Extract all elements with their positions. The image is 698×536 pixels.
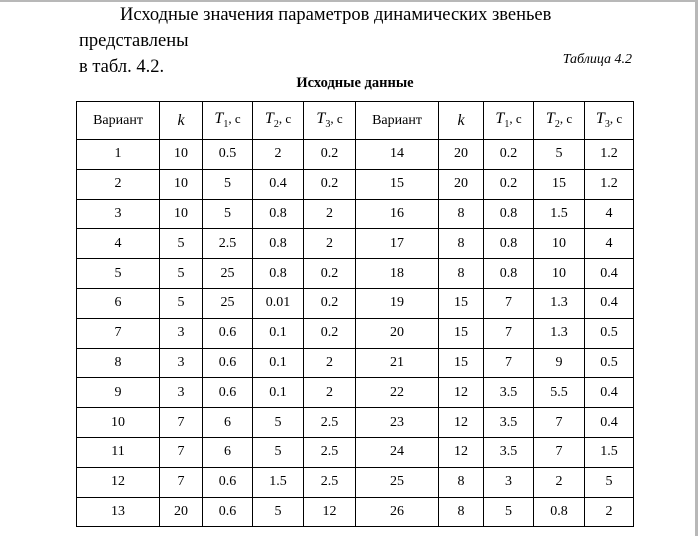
table-cell: 15 [439, 288, 484, 318]
table-cell: 0.2 [304, 288, 356, 318]
table-cell: 3 [160, 378, 203, 408]
table-cell: 2.5 [304, 467, 356, 497]
table-cell: 2.5 [304, 408, 356, 438]
header-symbol: k [457, 111, 465, 129]
header-cell [484, 102, 534, 140]
header-subscript: 2 [554, 119, 560, 131]
table-cell: 0.8 [253, 259, 304, 289]
table-cell: 0.6 [203, 348, 253, 378]
table-cell: 8 [439, 229, 484, 259]
table-cell: 6 [77, 288, 160, 318]
header-label: Вариант [372, 112, 422, 128]
table-cell: 12 [304, 497, 356, 527]
table-cell: 5 [253, 437, 304, 467]
header-symbol: $T_2$ [545, 110, 560, 131]
table-cell: 5 [203, 199, 253, 229]
header-cell [253, 102, 304, 140]
table-cell: 12 [439, 437, 484, 467]
header-unit: , с [278, 111, 292, 127]
table-cell: 0.8 [484, 229, 534, 259]
table-cell: 7 [160, 408, 203, 438]
header-unit: , с [609, 111, 623, 127]
table-row [77, 467, 634, 497]
table-cell: 2 [304, 199, 356, 229]
table-cell: 0.2 [484, 169, 534, 199]
table-cell: 0.5 [585, 318, 634, 348]
header-symbol: k [177, 111, 185, 129]
header-cell [77, 102, 160, 140]
table-body [77, 140, 634, 527]
table-cell: 7 [160, 437, 203, 467]
table-cell: 0.5 [585, 348, 634, 378]
header-cell [356, 102, 439, 140]
table-cell: 16 [356, 199, 439, 229]
table-cell: 0.4 [585, 259, 634, 289]
table-cell: 0.1 [253, 318, 304, 348]
table-cell: 25 [203, 259, 253, 289]
table-cell: 5 [585, 467, 634, 497]
table-cell: 4 [585, 199, 634, 229]
table-cell: 5 [484, 497, 534, 527]
table-cell: 8 [439, 467, 484, 497]
table-cell: 12 [439, 408, 484, 438]
header-cell [534, 102, 585, 140]
table-cell: 1.5 [534, 199, 585, 229]
intro-line-2: в табл. 4.2. [79, 57, 165, 77]
table-row [77, 318, 634, 348]
table-cell: 5 [160, 229, 203, 259]
table-cell: 24 [356, 437, 439, 467]
table-cell: 6 [203, 437, 253, 467]
header-label: Вариант [93, 112, 143, 128]
intro-paragraph [79, 2, 639, 80]
table-title: Исходные данные [296, 75, 414, 91]
table-cell: 5 [160, 288, 203, 318]
header-unit: , с [330, 111, 343, 127]
table-cell: 8 [439, 497, 484, 527]
header-cell [585, 102, 634, 140]
table-cell: 1.3 [534, 318, 585, 348]
header-cell [439, 102, 484, 140]
table-cell: 2 [77, 169, 160, 199]
table-cell: 0.8 [253, 199, 304, 229]
table-cell: 12 [77, 467, 160, 497]
header-cell [304, 102, 356, 140]
table-cell: 22 [356, 378, 439, 408]
table-cell: 15 [534, 169, 585, 199]
table-cell: 3 [77, 199, 160, 229]
table-cell: 2 [304, 229, 356, 259]
table-cell: 7 [484, 318, 534, 348]
table-cell: 3 [160, 318, 203, 348]
table-cell: 0.6 [203, 318, 253, 348]
table-cell: 23 [356, 408, 439, 438]
header-symbol: $T_3$ [595, 110, 610, 131]
header-unit: , с [228, 111, 241, 127]
table-cell: 5 [253, 408, 304, 438]
header-unit: , с [559, 111, 573, 127]
table-cell: 0.4 [585, 408, 634, 438]
table-cell: 14 [356, 140, 439, 170]
table-cell: 0.2 [304, 259, 356, 289]
table-cell: 0.4 [585, 378, 634, 408]
table-cell: 5.5 [534, 378, 585, 408]
header-symbol: $T_3$ [316, 110, 331, 131]
table-cell: 0.8 [484, 199, 534, 229]
table-cell: 8 [439, 199, 484, 229]
table-cell: 9 [77, 378, 160, 408]
table-cell: 2 [304, 348, 356, 378]
table-cell: 0.1 [253, 378, 304, 408]
table-cell: 0.01 [253, 288, 304, 318]
header-cell [160, 102, 203, 140]
table-cell: 1.5 [253, 467, 304, 497]
intro-line-1: Исходные значения параметров динамических звеньев представлены [79, 5, 552, 51]
table-cell: 20 [439, 169, 484, 199]
table-cell: 0.5 [203, 140, 253, 170]
table-cell: 7 [160, 467, 203, 497]
table-cell: 0.6 [203, 467, 253, 497]
table-cell: 5 [77, 259, 160, 289]
header-subscript: 3 [604, 119, 610, 131]
table-cell: 21 [356, 348, 439, 378]
header-symbol: $T_1$ [214, 110, 229, 131]
table-cell: 2 [585, 497, 634, 527]
table-cell: 2.5 [203, 229, 253, 259]
table-cell: 25 [356, 467, 439, 497]
table-cell: 0.4 [585, 288, 634, 318]
table-cell: 15 [356, 169, 439, 199]
table-cell: 0.2 [304, 318, 356, 348]
table-row [77, 437, 634, 467]
table-header-row [77, 102, 634, 140]
header-subscript: 2 [273, 119, 279, 131]
table-cell: 2 [304, 378, 356, 408]
table-cell: 1.5 [585, 437, 634, 467]
table-cell: 3 [484, 467, 534, 497]
table-cell: 10 [160, 140, 203, 170]
table-cell: 3.5 [484, 378, 534, 408]
table-cell: 25 [203, 288, 253, 318]
table-cell: 13 [77, 497, 160, 527]
table-cell: 6 [203, 408, 253, 438]
table-cell: 12 [439, 378, 484, 408]
table-cell: 7 [534, 408, 585, 438]
table-cell: 11 [77, 437, 160, 467]
table-cell: 8 [439, 259, 484, 289]
table-cell: 7 [534, 437, 585, 467]
table-cell: 3.5 [484, 437, 534, 467]
table-cell: 3 [160, 348, 203, 378]
table-cell: 2 [253, 140, 304, 170]
table-cell: 0.8 [253, 229, 304, 259]
table-cell: 0.2 [304, 169, 356, 199]
table-cell: 5 [253, 497, 304, 527]
table-cell: 1.2 [585, 140, 634, 170]
table-cell: 0.8 [484, 259, 534, 289]
header-subscript: 3 [325, 119, 331, 131]
header-cell [203, 102, 253, 140]
table-cell: 10 [160, 169, 203, 199]
table-cell: 5 [534, 140, 585, 170]
table-cell: 10 [160, 199, 203, 229]
table-cell: 20 [439, 140, 484, 170]
table-cell: 0.2 [304, 140, 356, 170]
table-cell: 7 [484, 288, 534, 318]
table-cell: 7 [484, 348, 534, 378]
table-cell: 19 [356, 288, 439, 318]
table-cell: 0.6 [203, 497, 253, 527]
table-cell: 8 [77, 348, 160, 378]
table-cell: 0.4 [253, 169, 304, 199]
table-cell: 0.6 [203, 378, 253, 408]
table-cell: 7 [77, 318, 160, 348]
table-row [77, 229, 634, 259]
table-cell: 4 [77, 229, 160, 259]
header-subscript: 1 [504, 119, 510, 131]
table-cell: 1 [77, 140, 160, 170]
table-cell: 26 [356, 497, 439, 527]
table-cell: 1.2 [585, 169, 634, 199]
table-cell: 2.5 [304, 437, 356, 467]
table-row [77, 259, 634, 289]
table-cell: 15 [439, 348, 484, 378]
table-cell: 0.8 [534, 497, 585, 527]
header-symbol: $T_2$ [264, 110, 279, 131]
table-row [77, 199, 634, 229]
table-row [77, 497, 634, 527]
parameters-table [76, 101, 634, 527]
table-row [77, 348, 634, 378]
table-cell: 3.5 [484, 408, 534, 438]
table-cell: 4 [585, 229, 634, 259]
header-subscript: 1 [223, 119, 229, 131]
table-cell: 2 [534, 467, 585, 497]
table-cell: 5 [203, 169, 253, 199]
table-row [77, 140, 634, 170]
table-cell: 9 [534, 348, 585, 378]
table-cell: 5 [160, 259, 203, 289]
header-unit: , с [509, 111, 522, 127]
table-cell: 20 [160, 497, 203, 527]
table-row [77, 378, 634, 408]
table-cell: 18 [356, 259, 439, 289]
table-row [77, 408, 634, 438]
table-row [77, 169, 634, 199]
table-cell: 10 [534, 259, 585, 289]
table-caption: Таблица 4.2 [562, 52, 632, 67]
header-symbol: $T_1$ [495, 110, 510, 131]
table-cell: 0.1 [253, 348, 304, 378]
table-row [77, 288, 634, 318]
table-cell: 20 [356, 318, 439, 348]
table-cell: 15 [439, 318, 484, 348]
table-cell: 0.2 [484, 140, 534, 170]
table-cell: 10 [534, 229, 585, 259]
table-cell: 1.3 [534, 288, 585, 318]
table-cell: 10 [77, 408, 160, 438]
table-cell: 17 [356, 229, 439, 259]
